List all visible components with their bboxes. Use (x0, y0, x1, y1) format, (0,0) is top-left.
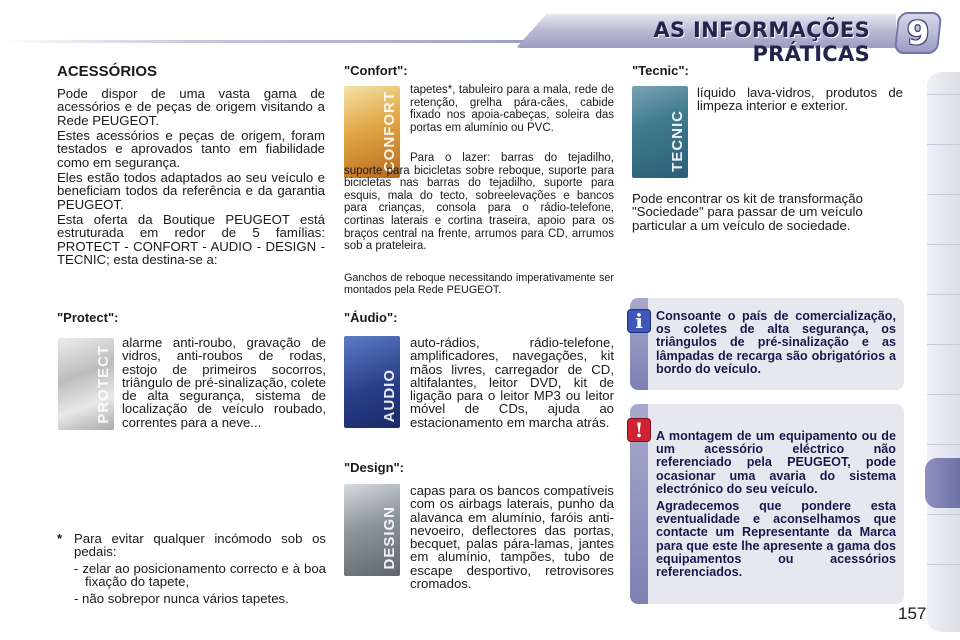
audio-heading: "Áudio": (344, 310, 398, 325)
warning-icon: ! (627, 418, 651, 442)
protect-description: alarme anti-roubo, gravação de vidros, anti-roubos de rodas, estojo de primeiros socorros, triângulo de pré-sinalização, colete de alta segurança, sistema de localização de veículo roubado, correntes para a neve... (122, 335, 326, 430)
footnote-text: Para evitar qualquer incómodo sob os pedais: (74, 531, 326, 560)
protect-photo-label: PROTECT (95, 345, 112, 424)
side-tab-divider (927, 144, 960, 145)
intro-paragraph: Esta oferta da Boutique PEUGEOT está estruturada em redor de 5 famílias: PROTECT - CONFORT - AUDIO - DESIGN - TECNIC; esta destina-se a: (57, 212, 325, 267)
side-tab-active-chapter (925, 458, 960, 508)
confort-description: tapetes*, tabuleiro para a mala, rede de retenção, grelha pára-cães, cabide fixado nos apoia-cabeças, soleira das portas em alumínio ou PVC. (410, 84, 614, 134)
intro-paragraph: Eles estão todos adaptados ao seu veículo e beneficiam todos da referência e da garantia PEUGEOT. (57, 170, 325, 212)
chapter-title: AS INFORMAÇÕES PRÁTICAS (653, 18, 870, 66)
design-description: capas para os bancos compatíveis com os airbags laterais, punho da alavanca em alumínio, faróis anti-nevoeiro, deflectores das portas, becquet, palas pára-lamas, jantes em alumínio, tampões, tubo de escape desportivo, retrovisores cromados. (410, 483, 614, 592)
confort-photo-label: CONFORT (381, 90, 398, 172)
tecnic-heading: "Tecnic": (632, 63, 689, 78)
info-box-text: Consoante o país de comercialização, os coletes de alta segurança, os triângulos de pré-sinalização e as lâmpadas de recarga são obrigatórios a bordo do veículo. (656, 309, 896, 376)
section-title: ACESSÓRIOS (57, 63, 158, 80)
side-tab-divider (927, 294, 960, 295)
tecnic-photo-label: TECNIC (669, 110, 686, 172)
tecnic-photo (632, 86, 688, 178)
design-photo (344, 484, 400, 576)
side-tab-divider (927, 194, 960, 195)
info-icon: i (627, 309, 651, 333)
protect-heading: "Protect": (57, 310, 119, 325)
chapter-side-tabs (927, 72, 960, 632)
chapter-number-badge (894, 12, 942, 54)
tecnic-description: líquido lava-vidros, produtos de limpeza interior e exterior. (697, 85, 903, 114)
footnote-marker: * (57, 531, 63, 546)
side-tab-divider (927, 394, 960, 395)
side-tab-divider (927, 244, 960, 245)
tecnic-extra-text: Pode encontrar os kit de transformação "Sociedade" para passar de um veículo particular a um veículo de sociedade. (632, 191, 863, 233)
page-header (0, 0, 960, 66)
side-tab-divider (927, 344, 960, 345)
warning-box-text: A montagem de um equipamento ou de um acessório eléctrico não referenciado pela PEUGEOT, pode ocasionar uma avaria do sistema electrónico do seu veículo. (656, 429, 896, 496)
design-photo-label: DESIGN (381, 506, 398, 570)
intro-paragraph: Pode dispor de uma vasta gama de acessórios e de peças de origem visitando a Rede PEUGEOT. (57, 86, 325, 128)
footnote-item: - zelar ao posicionamento correcto e à boa fixação do tapete, (74, 561, 326, 590)
intro-paragraph: Estes acessórios e peças de origem, foram testados e aprovados tanto em fiabilidade como em segurança. (57, 128, 325, 170)
confort-leisure-text: Para o lazer: barras do tejadilho, suporte para bicicletas sobre reboque, suporte para bicicletas nas barras do tejadilho, suporte para esquis, mala do tecto, sobreelevações e bancos para crianças, consola para o rádio-telefone, cortinas laterais e cortina traseira, apoio para os braços central na frente, arrumos para CD, arrumos sob a prateleira. (344, 152, 614, 253)
footnote-item: - não sobrepor nunca vários tapetes. (74, 591, 289, 606)
audio-photo (344, 336, 400, 428)
side-tab-divider (927, 514, 960, 515)
protect-photo (58, 338, 114, 430)
side-tab-divider (927, 94, 960, 95)
confort-heading: "Confort": (344, 63, 408, 78)
side-tab-divider (927, 564, 960, 565)
page-number: 157 (898, 604, 927, 623)
audio-photo-label: AUDIO (381, 368, 398, 422)
confort-note: Ganchos de reboque necessitando imperativamente ser montados pela Rede PEUGEOT. (344, 272, 614, 296)
chapter-number: 9 (906, 14, 930, 52)
warning-box-text: Agradecemos que pondere esta eventualidade e aconselhamos que contacte um Representante da Marca para que este lhe apresente a gama dos equipamentos ou acessórios referenciados. (656, 499, 896, 580)
side-tab-divider (927, 444, 960, 445)
audio-description: auto-rádios, rádio-telefone, amplificadores, navegações, kit mãos livres, carregador de CD, altifalantes, leitor DVD, kit de ligação para o leitor MP3 ou leitor móvel de CDs, ajuda ao estacionamento em marcha atrás. (410, 335, 614, 430)
design-heading: "Design": (344, 460, 404, 475)
